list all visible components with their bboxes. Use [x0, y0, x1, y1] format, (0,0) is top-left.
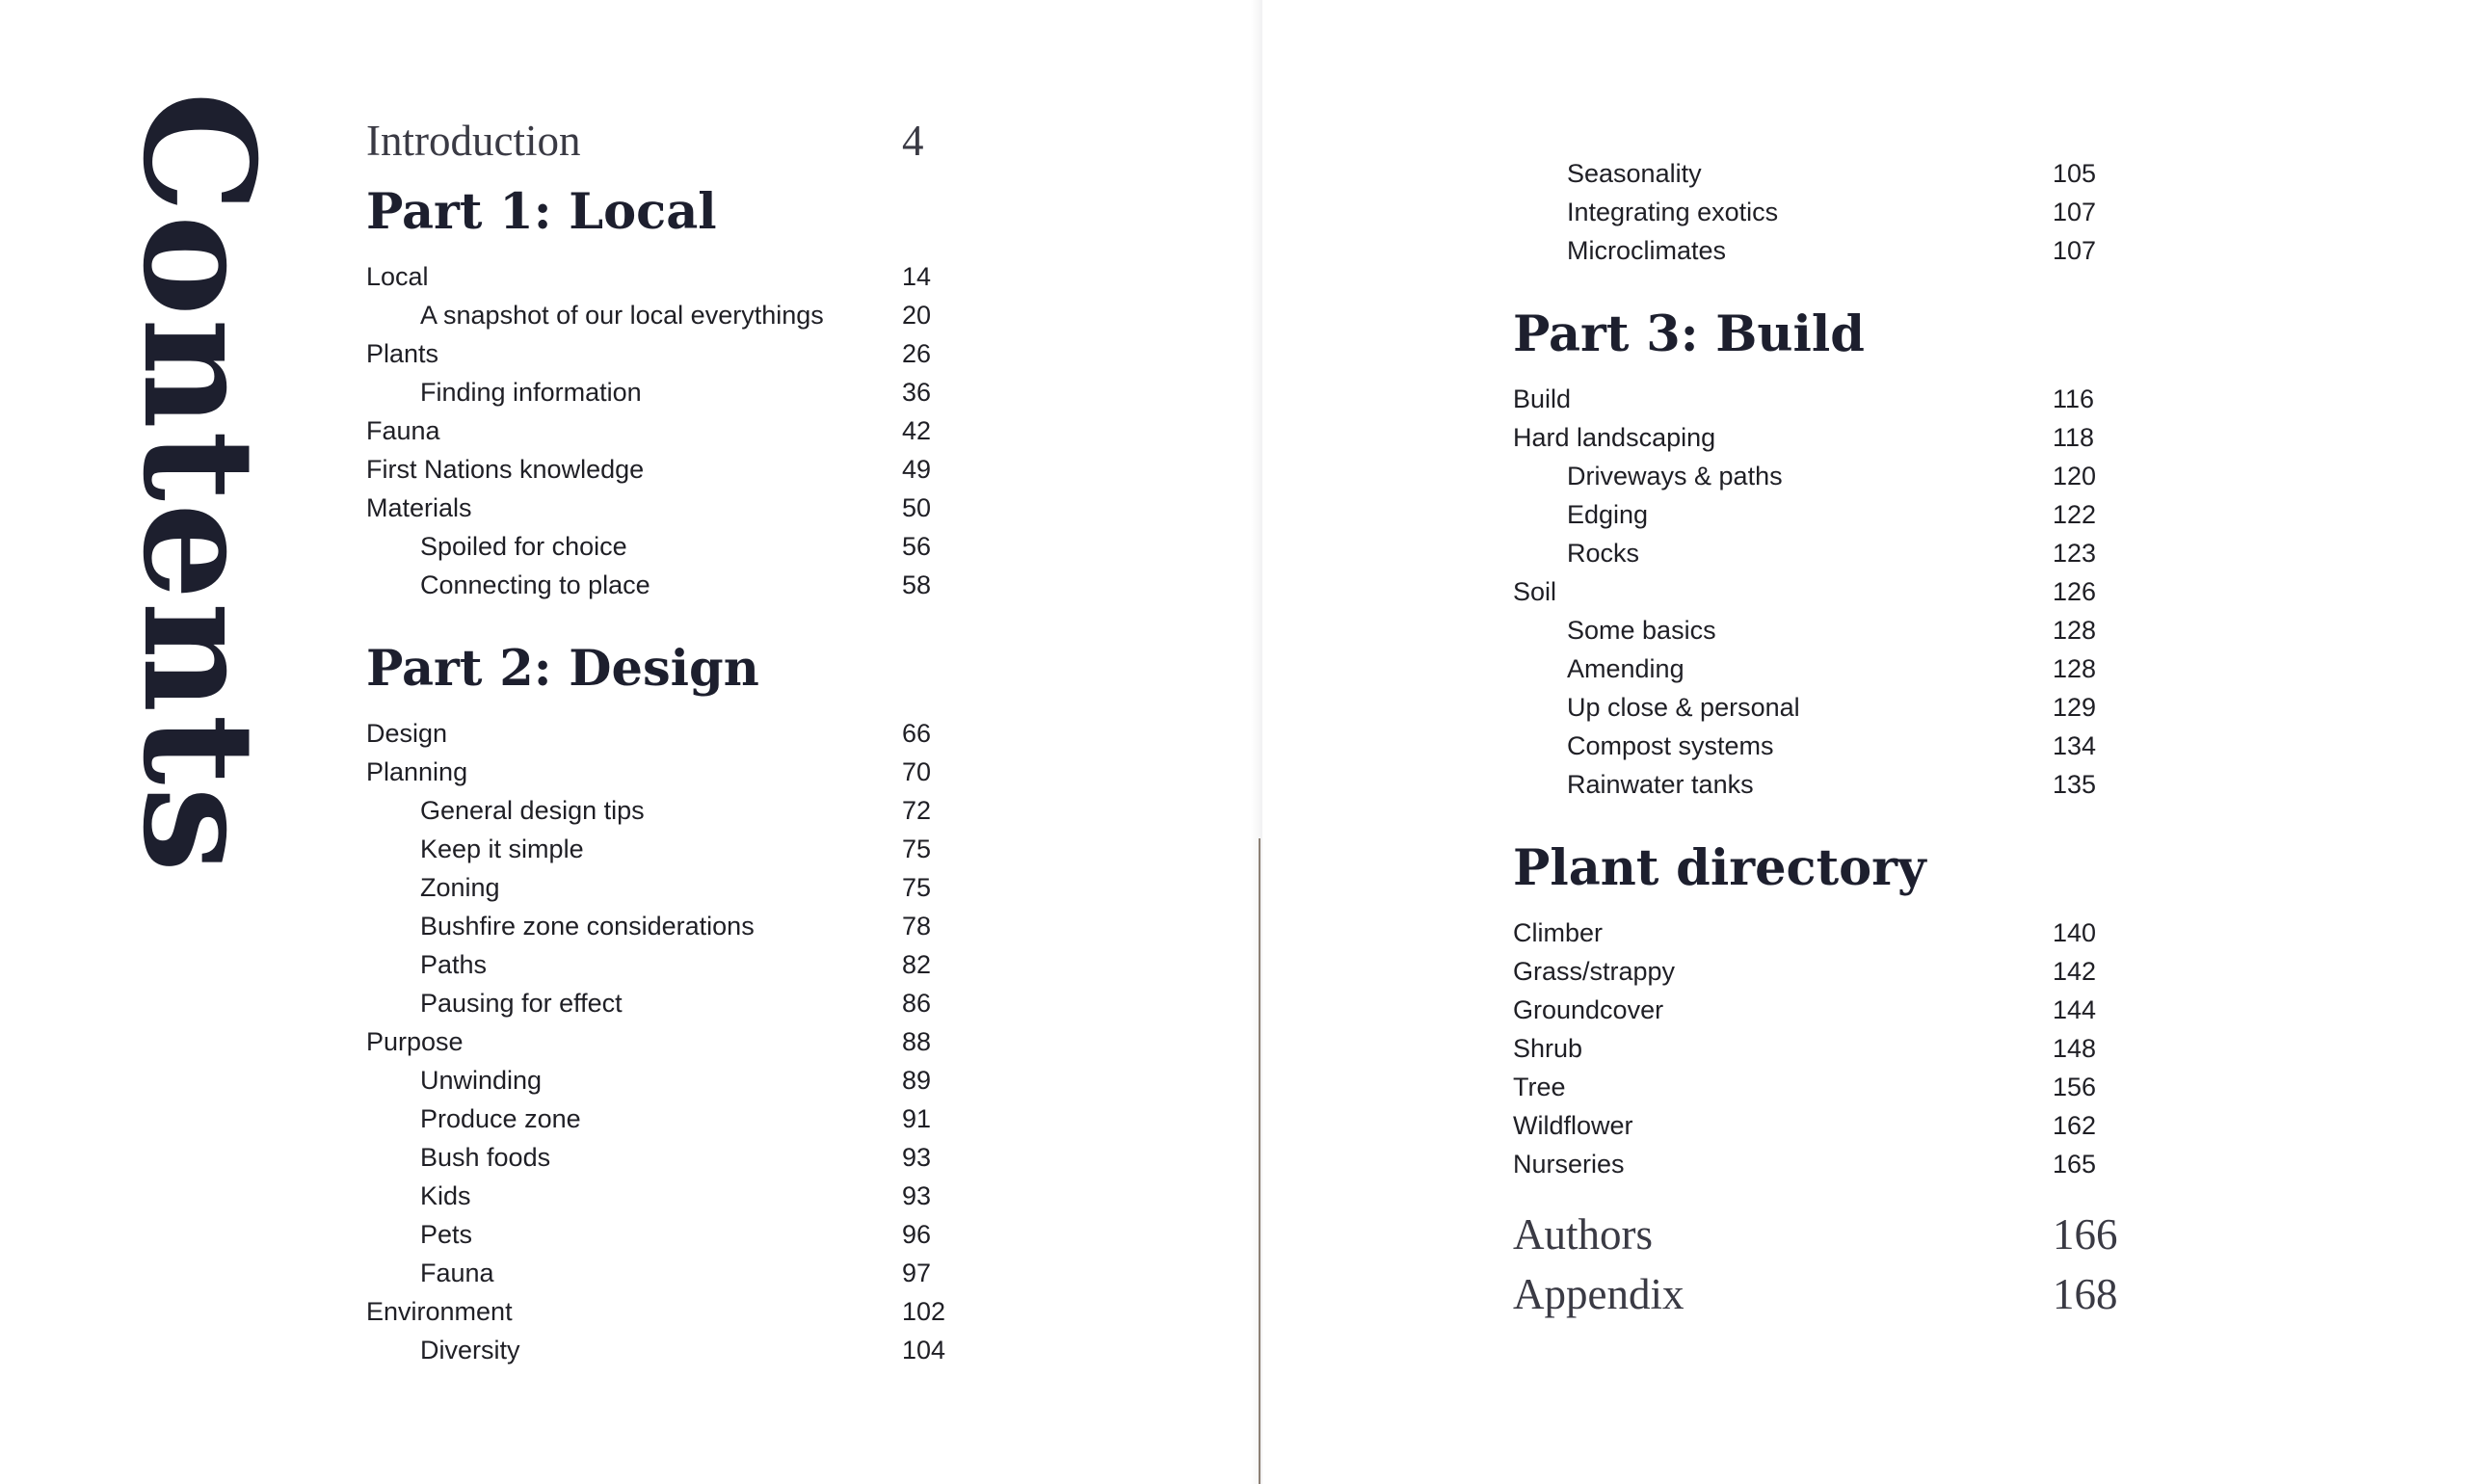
entry-label: Nurseries: [1513, 1150, 1625, 1179]
entry-label: Zoning: [420, 873, 500, 902]
toc-entry[interactable]: [1513, 991, 2130, 1029]
entry-label: Environment: [366, 1297, 513, 1326]
entry-label: Up close & personal: [1567, 693, 1800, 722]
plant-directory-heading: Plant directory: [1513, 839, 1926, 897]
toc-entry[interactable]: [1513, 727, 2130, 765]
entry-label: Keep it simple: [420, 835, 584, 863]
entry-label: General design tips: [420, 796, 645, 825]
entry-label: Driveways & paths: [1567, 462, 1783, 490]
entry-label: Shrub: [1513, 1034, 1583, 1063]
toc-entry[interactable]: [1513, 1029, 2130, 1068]
toc-entry-appendix[interactable]: [1513, 1264, 2130, 1324]
entry-page: 75: [902, 835, 932, 863]
entry-page: 93: [902, 1181, 932, 1210]
entry-label: Plants: [366, 339, 439, 368]
entry-page: 168: [2053, 1270, 2118, 1318]
entry-page: 134: [2053, 731, 2097, 760]
toc-left: [366, 111, 964, 1369]
toc-entry[interactable]: [1513, 1145, 2130, 1183]
toc-entry[interactable]: [1513, 952, 2130, 991]
entry-page: 135: [2053, 770, 2097, 799]
entry-label: Pets: [420, 1220, 473, 1249]
entry-label: Design: [366, 719, 448, 748]
toc-entry[interactable]: [366, 257, 964, 296]
entry-label: Purpose: [366, 1027, 464, 1056]
toc-entry[interactable]: [1513, 457, 2130, 495]
entry-label: Rocks: [1567, 539, 1640, 568]
entry-label: Pausing for effect: [420, 989, 623, 1018]
entry-page: 140: [2053, 918, 2097, 947]
entry-page: 165: [2053, 1150, 2097, 1179]
entry-page: 116: [2053, 384, 2095, 413]
entry-page: 144: [2053, 995, 2097, 1024]
entry-label: Integrating exotics: [1567, 198, 1779, 226]
entry-page: 78: [902, 912, 932, 941]
toc-entry[interactable]: [1513, 495, 2130, 534]
entry-label: Introduction: [366, 117, 581, 165]
toc-entry[interactable]: [366, 1292, 964, 1331]
toc-entry[interactable]: [366, 868, 964, 907]
entry-label: Spoiled for choice: [420, 532, 627, 561]
contents-title-text: Contents: [109, 92, 287, 875]
entry-label: Compost systems: [1567, 731, 1774, 760]
entry-page: 162: [2053, 1111, 2097, 1140]
entry-label: Hard landscaping: [1513, 423, 1716, 452]
toc-entry[interactable]: [1513, 154, 2130, 193]
toc-entry[interactable]: [366, 945, 964, 984]
entry-page: 49: [902, 455, 932, 484]
toc-entry[interactable]: [366, 1177, 964, 1215]
toc-entry[interactable]: [366, 1100, 964, 1138]
entry-label: Connecting to place: [420, 570, 650, 599]
part2-heading: Part 2: Design: [366, 640, 759, 698]
entry-page: 26: [902, 339, 932, 368]
part1-heading: Part 1: Local: [366, 183, 717, 241]
entry-page: 102: [902, 1297, 946, 1326]
entry-label: Bush foods: [420, 1143, 551, 1172]
toc-entry[interactable]: [366, 714, 964, 753]
entry-page: 148: [2053, 1034, 2097, 1063]
toc-entry[interactable]: [1513, 572, 2130, 611]
toc-entry[interactable]: [366, 984, 964, 1022]
toc-entry[interactable]: [1513, 231, 2130, 270]
entry-page: 56: [902, 532, 932, 561]
entry-label: Edging: [1567, 500, 1649, 529]
toc-entry[interactable]: [1513, 418, 2130, 457]
entry-label: Materials: [366, 493, 472, 522]
entry-page: 129: [2053, 693, 2097, 722]
toc-entry[interactable]: [1513, 380, 2130, 418]
entry-page: 82: [902, 950, 932, 979]
toc-entry[interactable]: [1513, 914, 2130, 952]
entry-label: Soil: [1513, 577, 1557, 606]
entry-label: Produce zone: [420, 1104, 581, 1133]
toc-entry[interactable]: [366, 1215, 964, 1254]
entry-page: 96: [902, 1220, 932, 1249]
entry-page: 128: [2053, 654, 2097, 683]
entry-page: 126: [2053, 577, 2097, 606]
entry-label: Fauna: [420, 1259, 494, 1287]
entry-label: Finding information: [420, 378, 642, 407]
toc-entry[interactable]: [366, 830, 964, 868]
toc-entry[interactable]: [1513, 1068, 2130, 1106]
entry-page: 88: [902, 1027, 932, 1056]
toc-entry[interactable]: [366, 1061, 964, 1100]
entry-page: 93: [902, 1143, 932, 1172]
entry-label: Rainwater tanks: [1567, 770, 1754, 799]
part3-heading: Part 3: Build: [1513, 305, 1865, 363]
entry-label: Wildflower: [1513, 1111, 1633, 1140]
entry-page: 118: [2053, 423, 2095, 452]
entry-label: Seasonality: [1567, 159, 1702, 188]
entry-page: 86: [902, 989, 932, 1018]
entry-page: 14: [902, 262, 932, 291]
toc-entry[interactable]: [1513, 1106, 2130, 1145]
entry-label: Grass/strappy: [1513, 957, 1676, 986]
entry-page: 36: [902, 378, 932, 407]
entry-label: Climber: [1513, 918, 1604, 947]
entry-page: 142: [2053, 957, 2097, 986]
entry-page: 104: [902, 1336, 946, 1365]
entry-label: Amending: [1567, 654, 1684, 683]
entry-page: 107: [2053, 236, 2097, 265]
entry-label: A snapshot of our local everythings: [420, 301, 824, 330]
entry-page: 42: [902, 416, 932, 445]
toc-entry[interactable]: [366, 373, 964, 411]
entry-label: Local: [366, 262, 429, 291]
entry-label: Authors: [1513, 1210, 1653, 1259]
toc-entry[interactable]: [1513, 534, 2130, 572]
entry-page: 120: [2053, 462, 2097, 490]
toc-entry[interactable]: [366, 1254, 964, 1292]
entry-label: Tree: [1513, 1073, 1566, 1101]
entry-page: 89: [902, 1066, 932, 1095]
entry-label: Planning: [366, 757, 468, 786]
entry-page: 128: [2053, 616, 2097, 645]
entry-page: 123: [2053, 539, 2097, 568]
page-edge-line: [1259, 838, 1260, 1484]
toc-entry[interactable]: [366, 791, 964, 830]
entry-label: Unwinding: [420, 1066, 543, 1095]
entry-label: Appendix: [1513, 1270, 1684, 1318]
entry-label: Kids: [420, 1181, 471, 1210]
entry-page: 156: [2053, 1073, 2097, 1101]
entry-label: Bushfire zone considerations: [420, 912, 755, 941]
entry-page: 91: [902, 1104, 932, 1133]
entry-page: 122: [2053, 500, 2097, 529]
entry-page: 50: [902, 493, 932, 522]
toc-entry[interactable]: [366, 296, 964, 334]
entry-page: 66: [902, 719, 932, 748]
toc-entry-introduction[interactable]: [366, 111, 964, 171]
entry-label: Paths: [420, 950, 488, 979]
entry-page: 75: [902, 873, 932, 902]
entry-label: Some basics: [1567, 616, 1716, 645]
entry-page: 107: [2053, 198, 2097, 226]
toc-entry[interactable]: [366, 334, 964, 373]
entry-label: Groundcover: [1513, 995, 1664, 1024]
contents-title: [109, 92, 287, 875]
entry-label: Fauna: [366, 416, 440, 445]
toc-entry[interactable]: [366, 527, 964, 566]
entry-label: Diversity: [420, 1336, 520, 1365]
entry-page: 105: [2053, 159, 2097, 188]
toc-entry[interactable]: [366, 753, 964, 791]
toc-entry[interactable]: [1513, 688, 2130, 727]
entry-page: 58: [902, 570, 932, 599]
toc-entry[interactable]: [366, 1138, 964, 1177]
entry-page: 72: [902, 796, 932, 825]
toc-entry[interactable]: [1513, 649, 2130, 688]
toc-entry[interactable]: [366, 411, 964, 450]
toc-entry[interactable]: [366, 1022, 964, 1061]
entry-page: 166: [2053, 1210, 2118, 1259]
entry-label: Build: [1513, 384, 1572, 413]
entry-page: 20: [902, 301, 932, 330]
toc-entry[interactable]: [366, 907, 964, 945]
toc-entry[interactable]: [366, 489, 964, 527]
toc-entry[interactable]: [366, 450, 964, 489]
toc-entry[interactable]: [366, 1331, 964, 1369]
toc-right: [1513, 154, 2130, 1324]
entry-page: 97: [902, 1259, 932, 1287]
entry-page: 70: [902, 757, 932, 786]
toc-entry[interactable]: [1513, 611, 2130, 649]
toc-entry[interactable]: [366, 566, 964, 604]
entry-page: 4: [902, 117, 924, 165]
toc-entry-authors[interactable]: [1513, 1205, 2130, 1264]
toc-entry[interactable]: [1513, 193, 2130, 231]
toc-entry[interactable]: [1513, 765, 2130, 804]
entry-label: First Nations knowledge: [366, 455, 645, 484]
entry-label: Microclimates: [1567, 236, 1727, 265]
